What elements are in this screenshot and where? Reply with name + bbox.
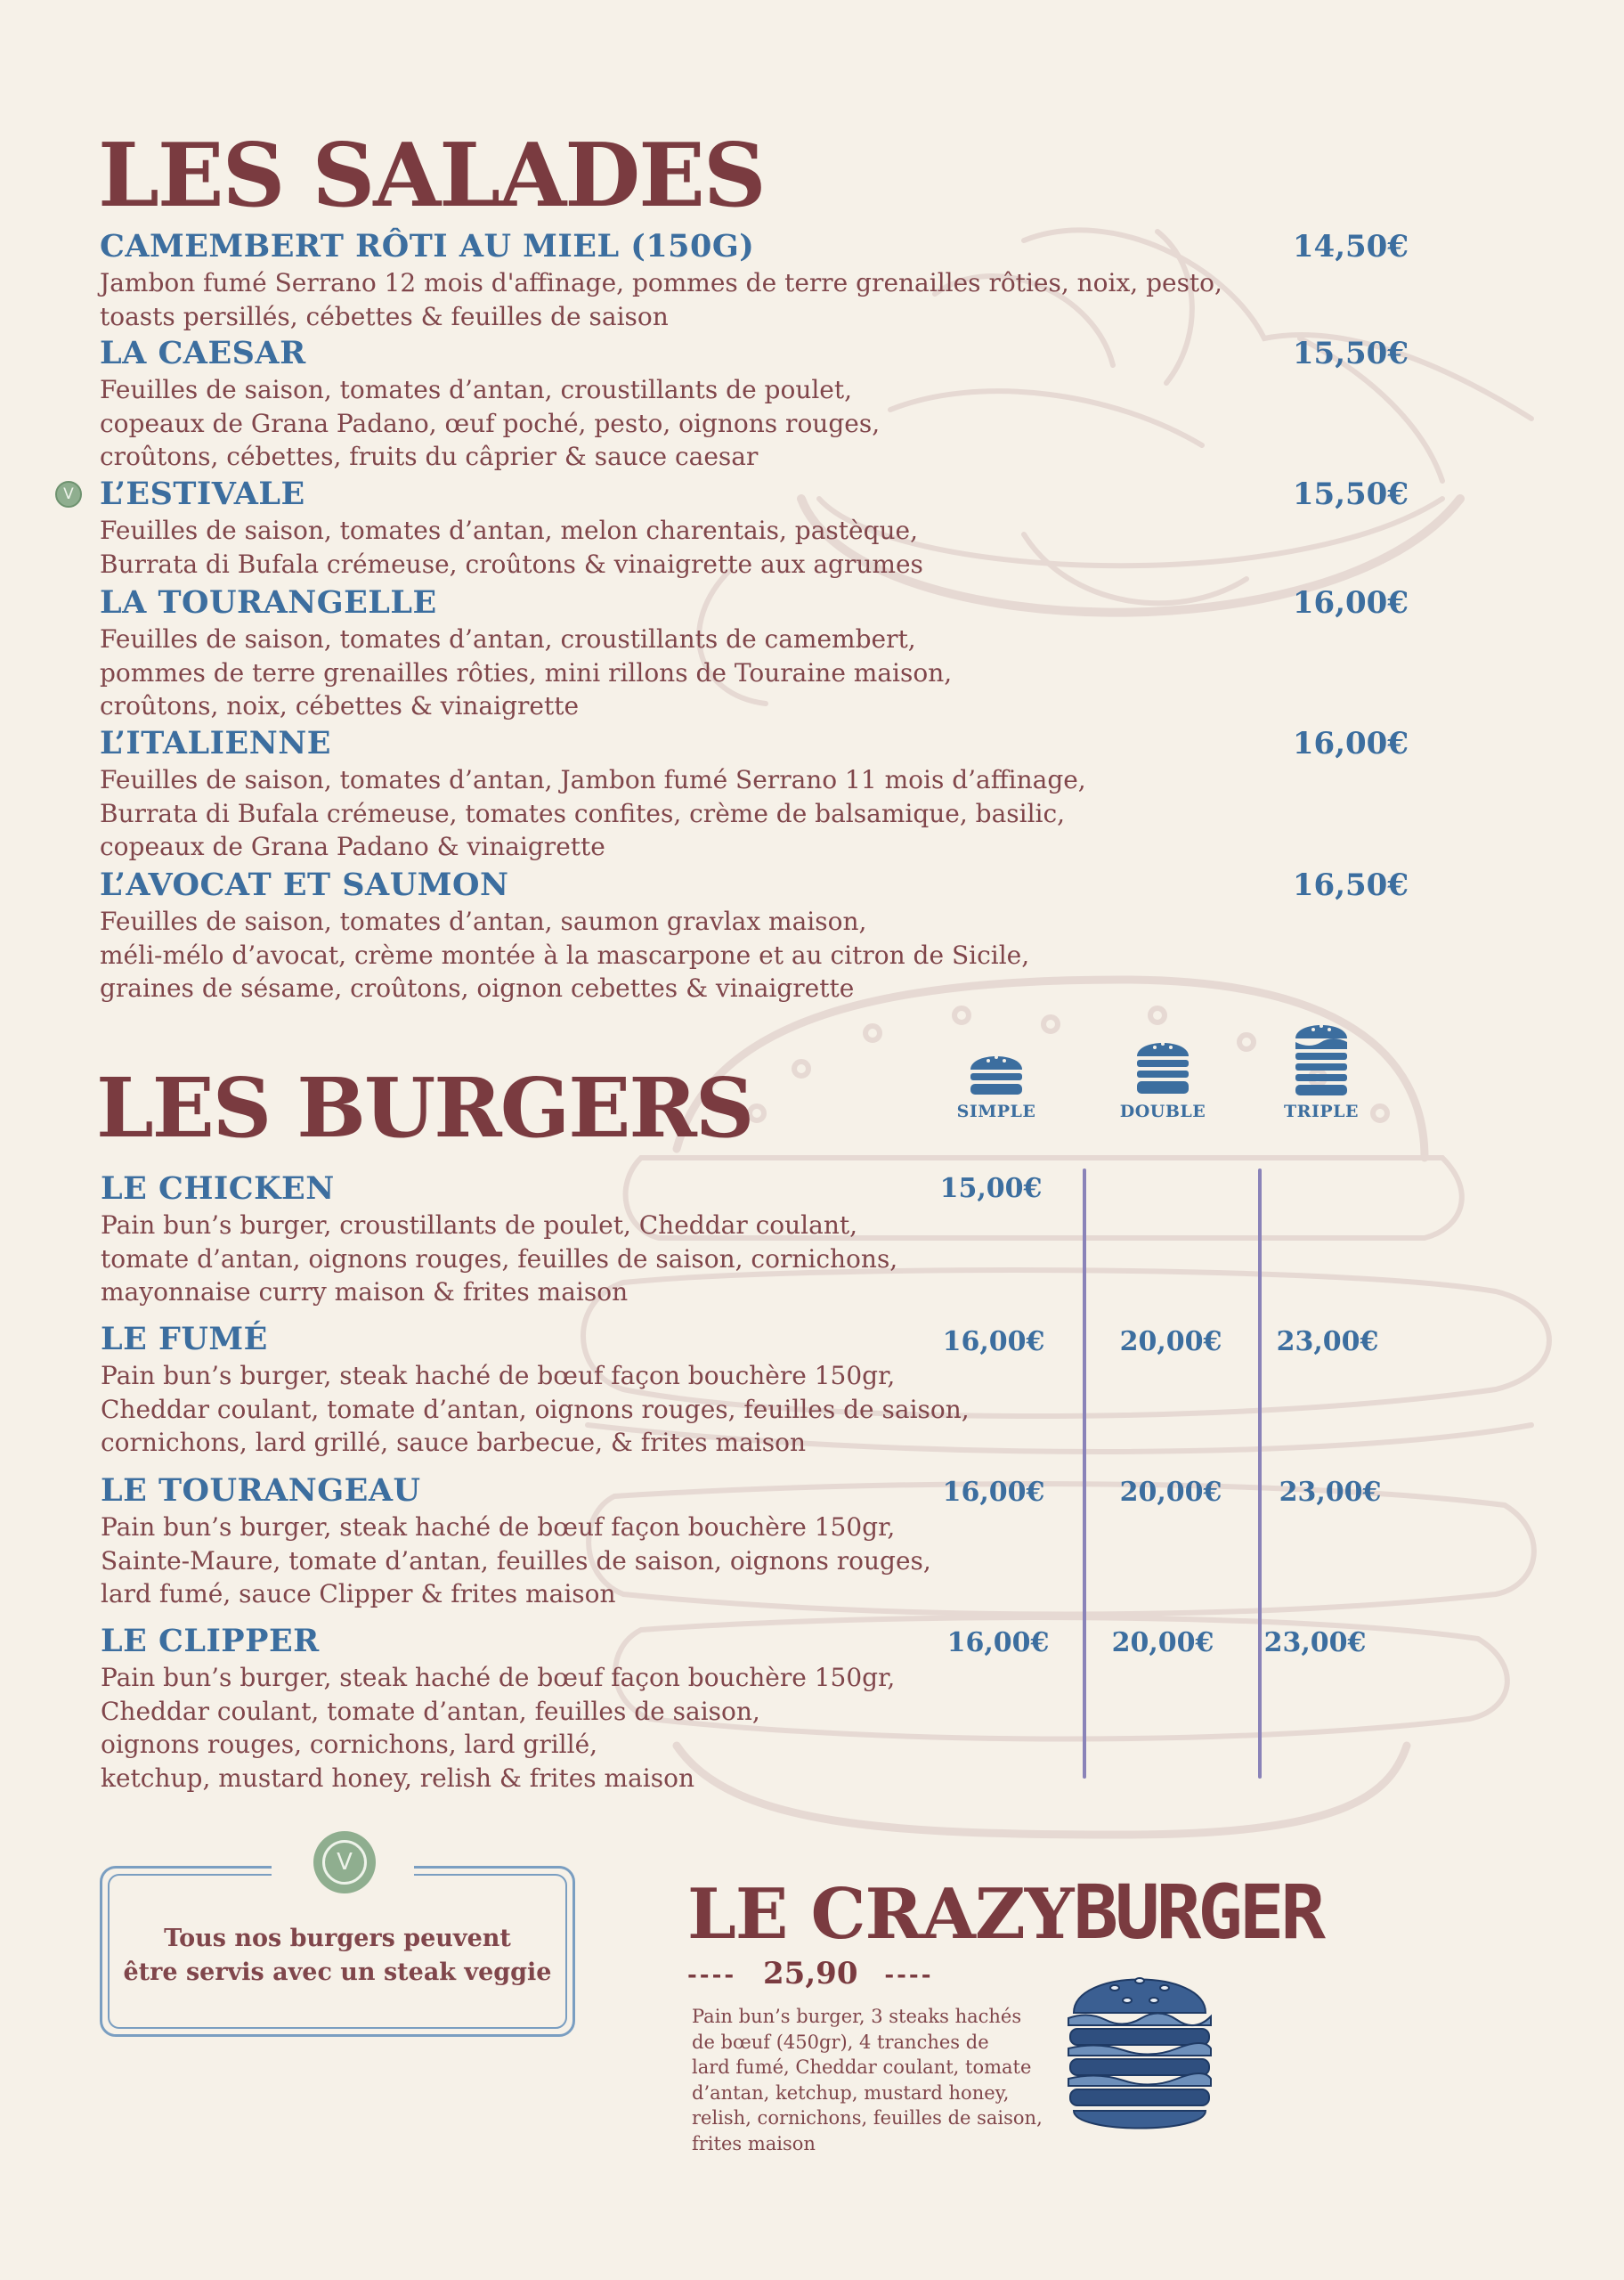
- item-name: LA TOURANGELLE: [100, 584, 437, 621]
- item-name: L’AVOCAT ET SAUMON: [100, 867, 509, 903]
- salad-item-caesar: [100, 334, 1409, 474]
- item-description: Pain bun’s burger, steak haché de bœuf façon bouchère 150gr, Cheddar coulant, tomate d’antan, feuilles de saison, oignons rouges, cornichons, lard grillé, ketchup, mustard honey, relish & frites maison: [101, 1663, 896, 1793]
- item-price: 14,50€: [1292, 229, 1409, 265]
- item-description: Feuilles de saison, tomates d’antan, croustillants de poulet, copeaux de Grana Padano, œuf poché, pesto, oignons rouges, croûtons, cébettes, fruits du câprier & sauce caesar: [100, 375, 881, 471]
- item-description: Pain bun’s burger, steak haché de bœuf façon bouchère 150gr, Cheddar coulant, tomate d’antan, oignons rouges, feuilles de saison, cornichons, lard grillé, sauce barbecue, & frites maison: [101, 1361, 970, 1457]
- salad-item-camembert: [100, 227, 1409, 333]
- item-price: 15,50€: [1292, 336, 1409, 371]
- column-simple: [925, 1046, 1068, 1121]
- salad-item-italienne: [100, 724, 1409, 864]
- item-name: LE CLIPPER: [101, 1623, 320, 1659]
- crazy-burger-price: ---- 25,90 ----: [687, 1956, 934, 1991]
- crazy-burger-illustration-icon: [1061, 1959, 1218, 2141]
- burger-item-tourangeau: [101, 1471, 991, 1611]
- price-simple: 16,00€: [942, 1326, 1045, 1357]
- salades-heading: LES SALADES: [98, 125, 765, 227]
- item-description: Feuilles de saison, tomates d’antan, melon charentais, pastèque, Burrata di Bufala crémeuse, croûtons & vinaigrette aux agrumes: [100, 516, 923, 579]
- item-description: Feuilles de saison, tomates d’antan, croustillants de camembert, pommes de terre grenailles rôties, mini rillons de Touraine maison, croûtons, noix, cébettes & vinaigrette: [100, 624, 953, 721]
- column-triple: [1250, 1015, 1393, 1121]
- item-description: Pain bun’s burger, croustillants de poulet, Cheddar coulant, tomate d’antan, oignons rouges, feuilles de saison, cornichons, mayonnaise curry maison & frites maison: [101, 1210, 898, 1307]
- price-simple: 16,00€: [942, 1477, 1045, 1508]
- item-name: LE TOURANGEAU: [101, 1472, 421, 1509]
- item-name: LA CAESAR: [100, 335, 306, 371]
- veggie-info-box: [100, 1849, 575, 2037]
- item-name: LE CHICKEN: [101, 1170, 335, 1207]
- veggie-badge-icon: V: [55, 481, 82, 508]
- price-double: 20,00€: [1119, 1326, 1222, 1357]
- burger-item-fume: [101, 1320, 991, 1460]
- item-name: L’ITALIENNE: [100, 725, 331, 761]
- veggie-icon: V: [313, 1831, 376, 1893]
- item-description: Feuilles de saison, tomates d’antan, saumon gravlax maison, méli-mélo d’avocat, crème montée à la mascarpone et au citron de Sicile, graines de sésame, croûtons, oignon cebettes & vinaigrette: [100, 907, 1030, 1003]
- price-simple: 15,00€: [939, 1173, 1043, 1204]
- price-triple: 23,00€: [1279, 1477, 1382, 1508]
- column-label: DOUBLE: [1119, 1102, 1206, 1121]
- burger-item-chicken: [101, 1169, 991, 1309]
- item-description: Jambon fumé Serrano 12 mois d'affinage, pommes de terre grenailles rôties, noix, pesto, toasts persillés, cébettes & feuilles de saison: [100, 268, 1222, 331]
- item-price: 16,00€: [1292, 585, 1409, 621]
- column-divider: [1083, 1168, 1086, 1779]
- item-price: 16,00€: [1292, 726, 1409, 761]
- burgers-heading: LES BURGERS: [96, 1060, 753, 1156]
- item-price: 16,50€: [1292, 867, 1409, 903]
- price-double: 20,00€: [1119, 1477, 1222, 1508]
- column-label: SIMPLE: [956, 1102, 1036, 1121]
- burger-item-clipper: [101, 1622, 991, 1795]
- column-label: TRIPLE: [1284, 1102, 1359, 1121]
- price-triple: 23,00€: [1276, 1326, 1379, 1357]
- item-description: Pain bun’s burger, steak haché de bœuf façon bouchère 150gr, Sainte-Maure, tomate d’antan, feuilles de saison, oignons rouges, lard fumé, sauce Clipper & frites maison: [101, 1512, 931, 1608]
- item-description: Feuilles de saison, tomates d’antan, Jambon fumé Serrano 11 mois d’affinage, Burrata di Bufala crémeuse, tomates confites, crème de balsamique, basilic, copeaux de Grana Padano & vinaigrette: [100, 765, 1086, 861]
- item-name: L’ESTIVALE: [100, 476, 305, 512]
- price-triple: 23,00€: [1263, 1627, 1367, 1658]
- price-simple: 16,00€: [946, 1627, 1050, 1658]
- crazy-burger-description: Pain bun’s burger, 3 steaks hachés de bœuf (450gr), 4 tranches de lard fumé, Cheddar coulant, tomate d’antan, ketchup, mustard honey, relish, cornichons, feuilles de saison, frites maison: [692, 2006, 1043, 2154]
- item-name: CAMEMBERT RÔTI AU MIEL (150G): [100, 228, 755, 265]
- price-double: 20,00€: [1111, 1627, 1214, 1658]
- item-price: 15,50€: [1292, 476, 1409, 512]
- salad-item-tourangelle: [100, 583, 1409, 723]
- column-double: [1092, 1033, 1234, 1121]
- crazy-burger-title: LE CRAZYBURGER: [687, 1869, 1322, 1956]
- salad-item-avocat-saumon: [100, 866, 1409, 1006]
- double-burger-icon: [1133, 1033, 1192, 1098]
- salad-item-estivale: [100, 475, 1409, 581]
- veggie-info-text: Tous nos burgers peuvent être servis avec un steak veggie: [123, 1925, 552, 1986]
- item-name: LE FUMÉ: [101, 1321, 268, 1357]
- simple-burger-icon: [967, 1046, 1026, 1098]
- triple-burger-icon: [1292, 1015, 1351, 1098]
